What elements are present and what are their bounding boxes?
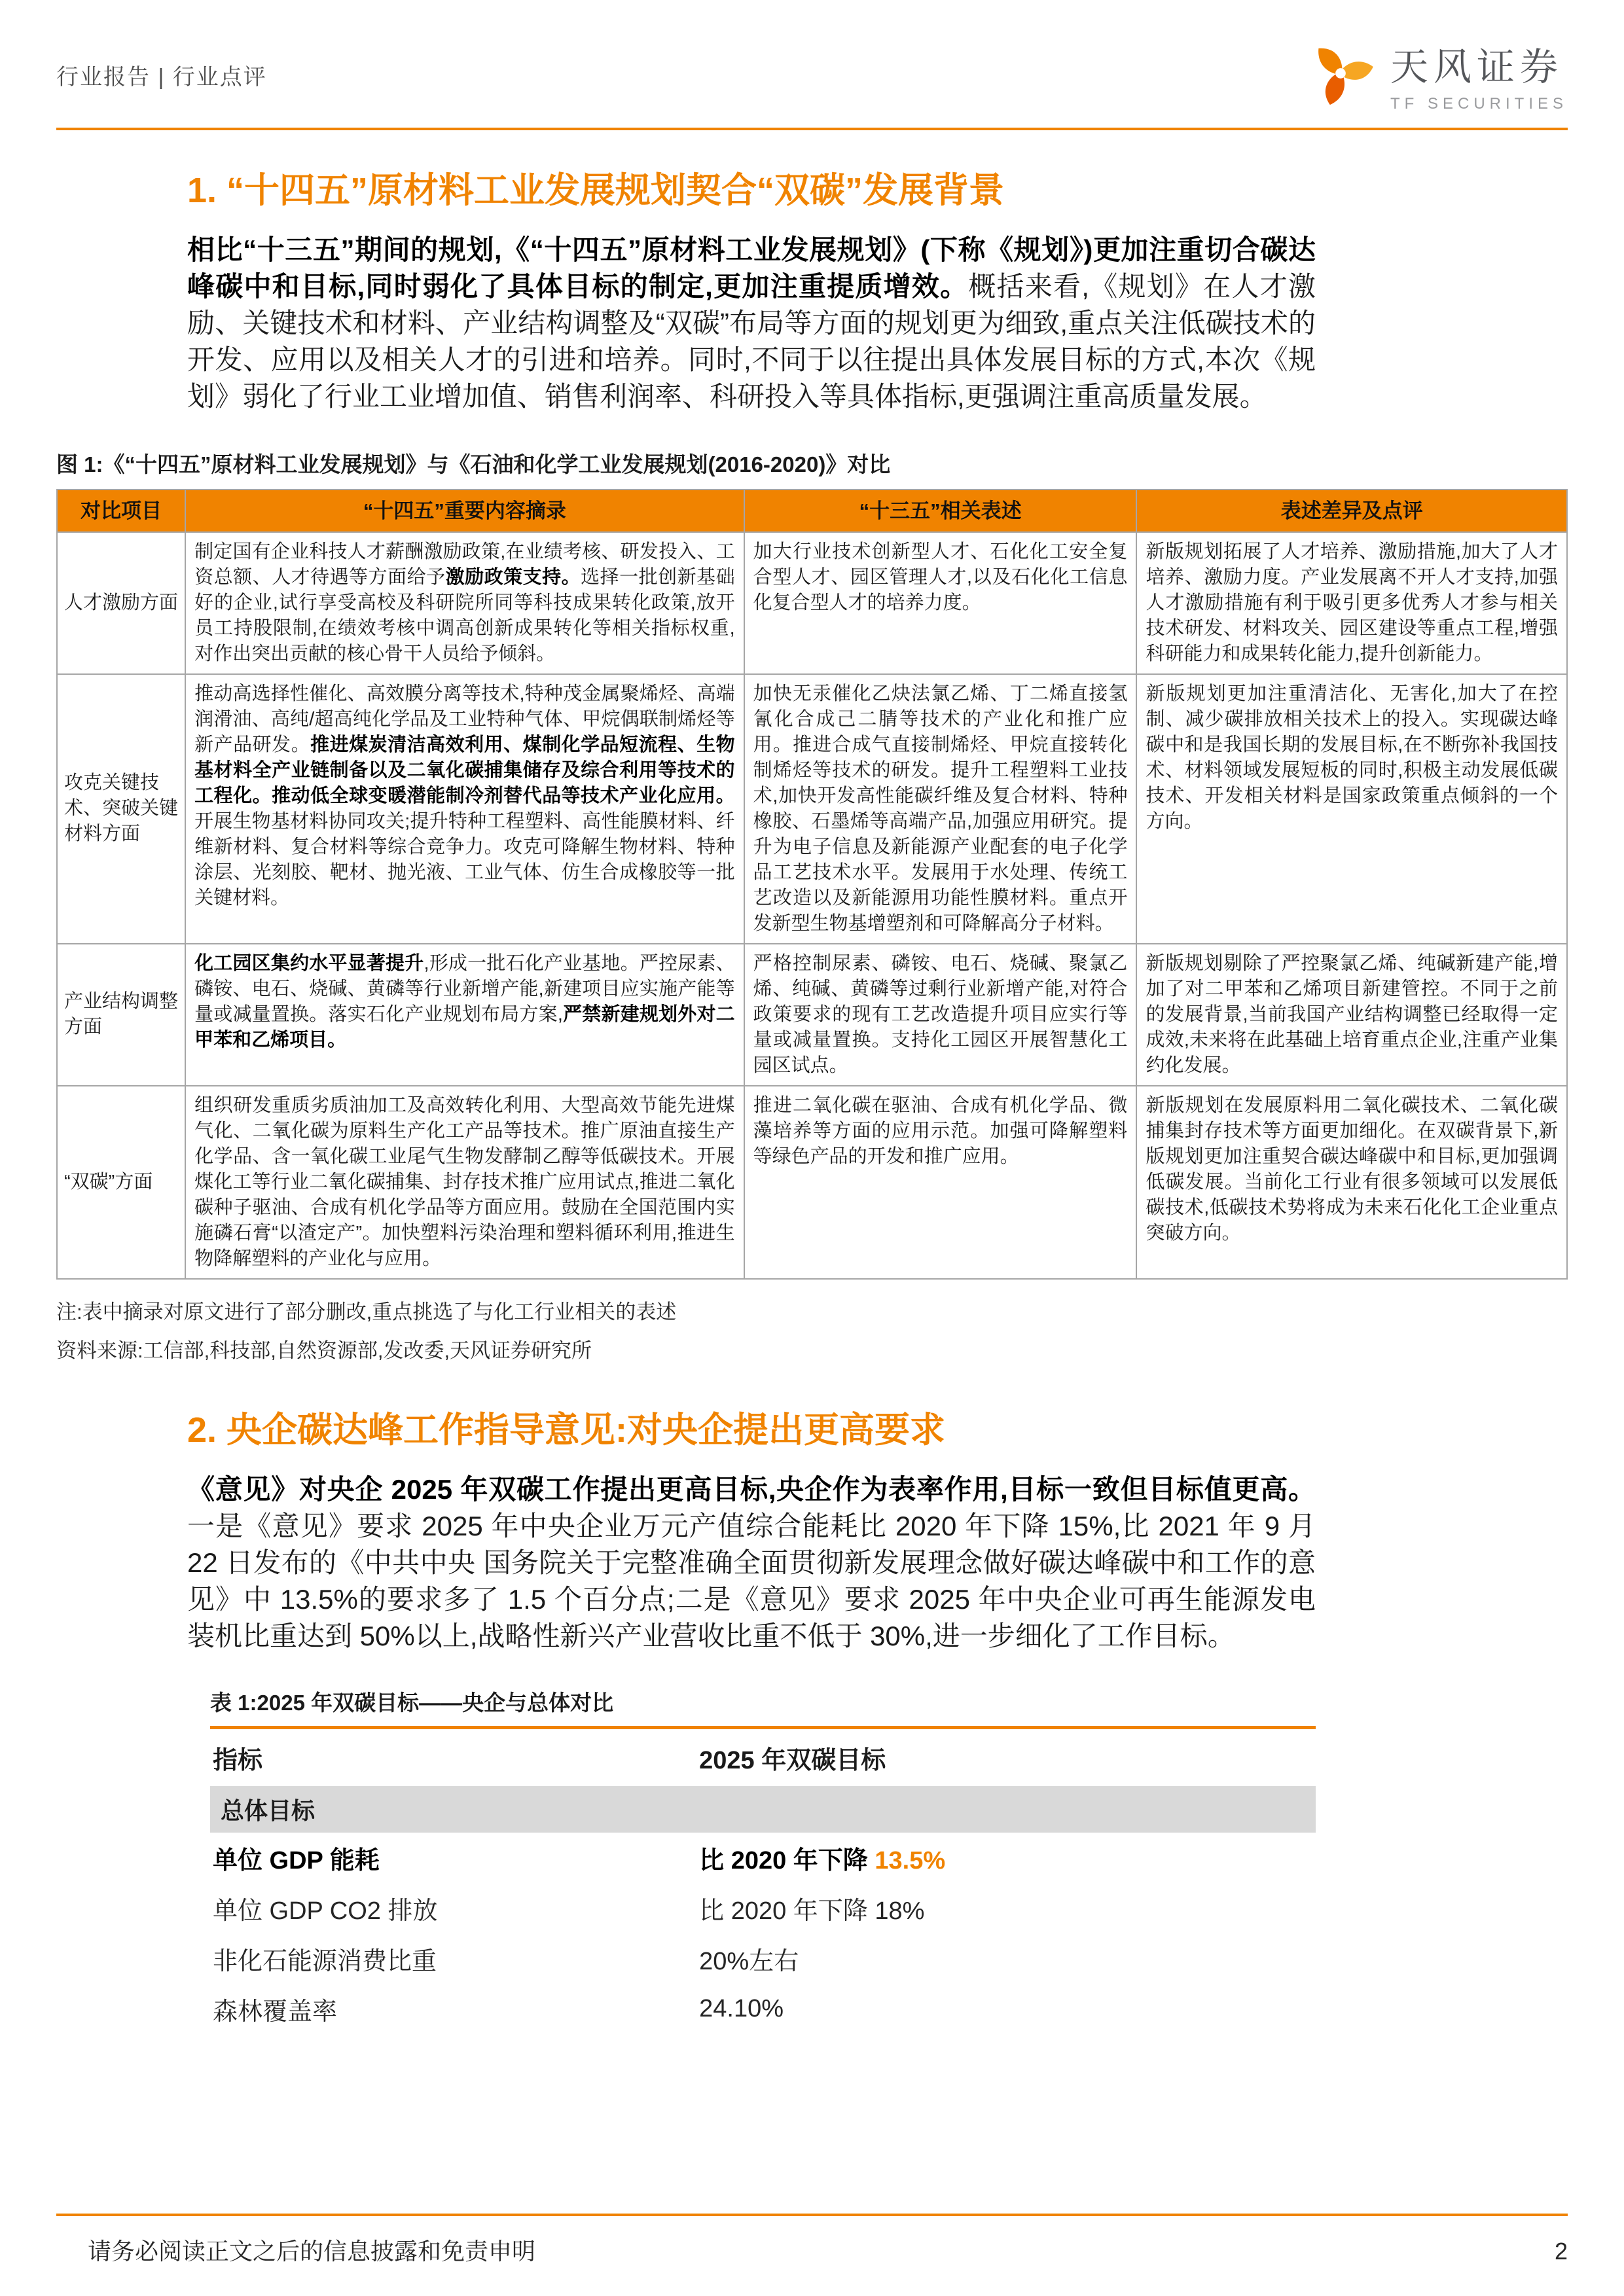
goal-label: 森林覆盖率 [213,1998,338,2026]
cell-item-label: “双碳”方面 [57,1086,185,1279]
row-talent-incentive [57,532,1567,674]
goal-row-gdp-energy [210,1833,1316,1883]
goal-value: 比 2020 年下降 18% [699,1897,925,1925]
goal-row-non-fossil [210,1933,1316,1984]
cell-14th-plan: 制定国有企业科技人才薪酬激励政策,在业绩考核、研发投入、工资总额、人才待遇等方面给予激励政策支持。选择一批创新基础好的企业,试行享受高校及科研院所同等科技成果转化政策,放开员工持股限制,在绩效考核中调高创新成果转化等相关指标权重,对作出突出贡献的核心骨干人员给予倾斜。 [185,532,744,674]
section1-paragraph: 相比“十三五”期间的规划,《“十四五”原材料工业发展规划》(下称《规划》)更加注重切合碳达峰碳中和目标,同时弱化了具体目标的制定,更加注重提质增效。概括来看,《规划》在人才激励、关键技术和材料、产业结构调整及“双碳”布局等方面的规划更为细致,重点关注低碳技术的开发、应用以及相关人才的引进和培养。同时,不同于以往提出具体发展目标的方式,本次《规划》弱化了行业工业增加值、销售利润率、科研投入等具体指标,更强调注重高质量发展。 [187,234,1316,412]
cell-14th-plan: 化工园区集约水平显著提升,形成一批石化产业基地。严控尿素、磷铵、电石、烧碱、黄磷等行业新增产能,新建项目应实施产能等量或减量置换。落实石化产业规划布局方案,严禁新建规划外对二甲苯和乙烯项目。 [185,944,744,1086]
footer-row [56,2216,1568,2267]
disclaimer-text: 请务必阅读正文之后的信息披露和免责申明 [88,2238,536,2265]
goals-group-row [210,1786,1316,1833]
header-cell-14th-plan: “十四五”重要内容摘录 [185,490,744,532]
goal-row-forest [210,1984,1316,2034]
cell-14th-plan: 组织研发重质劣质油加工及高效转化利用、大型高效节能先进煤气化、二氧化碳为原料生产化工产品等技术。推广原油直接生产化学品、含一氧化碳工业尾气生物发酵制乙醇等低碳技术。开展煤化工等行业二氧化碳捕集、封存技术推广应用试点,推进二氧化碳种子驱油、合成有机化学品等方面应用。鼓励在全国范围内实施磷石膏“以渣定产”。加快塑料污染治理和塑料循环利用,推进生物降解塑料的产业化与应用。 [185,1086,744,1279]
goal-value: 比 2020 年下降 13.5% [699,1846,946,1874]
comparison-table [56,489,1568,1280]
figure1-caption: 图 1:《“十四五”原材料工业发展规划》与《石油和化学工业发展规划(2016-2020)》对比 [56,452,891,476]
cell-13th-plan: 加大行业技术创新型人才、石化化工安全复合型人才、园区管理人才,以及石化化工信息化复合型人才的培养力度。 [744,532,1137,674]
cell-13th-plan: 严格控制尿素、磷铵、电石、烧碱、聚氯乙烯、纯碱、黄磷等过剩行业新增产能,对符合政策要求的现有工艺改造提升项目应实行等量或减量置换。支持化工园区开展智慧化工园区试点。 [744,944,1137,1086]
data-source: 资料来源:工信部,科技部,自然资源部,发改委,天风证券研究所 [56,1338,592,1362]
page-header [0,0,1624,113]
header-cell-commentary: 表述差异及点评 [1136,490,1567,532]
goal-row-gdp-co2 [210,1883,1316,1933]
header-cell-13th-plan: “十三五”相关表述 [744,490,1137,532]
goals-header-indicator: 指标 [213,1746,263,1774]
brand-subtitle: TF SECURITIES [1390,95,1568,113]
goal-value: 20%左右 [699,1947,799,1975]
row-key-tech [57,674,1567,944]
cell-14th-plan: 推动高选择性催化、高效膜分离等技术,特种茂金属聚烯烃、高端润滑油、高纯/超高纯化学品及工业特种气体、甲烷偶联制烯烃等新产品研发。推进煤炭清洁高效利用、煤制化学品短流程、生物基材料全产业链制备以及二氧化碳捕集储存及综合利用等技术的工程化。推动低全球变暖潜能制冷剂替代品等技术产业化应用。开展生物基材料协同攻关;提升特种工程塑料、高性能膜材料、纤维新材料、复合材料等综合竞争力。攻克可降解生物材料、特种涂层、光刻胶、靶材、抛光液、工业气体、仿生合成橡胶等一批关键材料。 [185,674,744,944]
cell-commentary: 新版规划在发展原料用二氧化碳技术、二氧化碳捕集封存技术等方面更加细化。在双碳背景下,新版规划更加注重契合碳达峰碳中和目标,更加强调低碳发展。当前化工行业有很多领域可以发展低碳技术,低碳技术势将成为未来石化化工企业重点突破方向。 [1136,1086,1567,1279]
goals-table [210,1726,1316,2034]
cell-item-label: 产业结构调整方面 [57,944,185,1086]
report-body [0,130,1624,2034]
cell-commentary: 新版规划更加注重清洁化、无害化,加大了在控制、减少碳排放相关技术上的投入。实现碳达峰碳中和是我国长期的发展目标,在不断弥补我国技术、材料领域发展短板的同时,积极主动发展低碳技术、开发相关材料是国家政策重点倾斜的一个方向。 [1136,674,1567,944]
cell-13th-plan: 推进二氧化碳在驱油、合成有机化学品、微藻培养等方面的应用示范。加强可降解塑料等绿色产品的开发和推广应用。 [744,1086,1137,1279]
section1-title: 1. “十四五”原材料工业发展规划契合“双碳”发展背景 [187,171,1005,210]
goal-label: 单位 GDP CO2 排放 [213,1897,438,1925]
goals-group-label: 总体目标 [210,1786,1316,1833]
tf-pinwheel-icon [1304,37,1377,113]
goal-label: 单位 GDP 能耗 [213,1846,380,1874]
goals-table-block [210,1686,1316,2034]
header-cell-item: 对比项目 [57,490,185,532]
tf-logo [1304,36,1568,113]
cell-item-label: 人才激励方面 [57,532,185,674]
section2-paragraph: 《意见》对央企 2025 年双碳工作提出更高目标,央企作为表率作用,目标一致但目标值更高。一是《意见》要求 2025 年中央企业万元产值综合能耗比 2020 年下降 15%,比 2021 年 9 月 22 日发布的《中共中央 国务院关于完整准确全面贯彻新发展理念做好碳达峰碳中和工作的意见》中 13.5%的要求多了 1.5 个百分点;二是《意见》要求 2025 年中央企业可再生能源发电装机比重达到 50%以上,战略性新兴产业营收比重不低于 30%,进一步细化了工作目标。 [187,1473,1316,1651]
cell-item-label: 攻克关键技术、突破关键材料方面 [57,674,185,944]
row-dual-carbon [57,1086,1567,1279]
section2-title: 2. 央企碳达峰工作指导意见:对央企提出更高要求 [187,1410,946,1450]
comparison-table-header-row [57,490,1567,532]
cell-13th-plan: 加快无汞催化乙炔法氯乙烯、丁二烯直接氢氰化合成己二腈等技术的产业化和推广应用。推进合成气直接制烯烃、甲烷直接转化制烯烃等技术的研发。提升工程塑料工业技术,加快开发高性能碳纤维及复合材料、特种橡胶、石墨烯等高端产品,加强应用研究。提升为电子信息及新能源产业配套的电子化学品工艺技术水平。发展用于水处理、传统工艺改造以及新能源用功能性膜材料。重点开发新型生物基增塑剂和可降解高分子材料。 [744,674,1137,944]
brand-name: 天风证券 [1390,46,1563,88]
goals-header-target: 2025 年双碳目标 [699,1746,886,1774]
report-type-label: 行业报告 | 行业点评 [56,64,267,90]
goal-label: 非化石能源消费比重 [213,1947,437,1975]
cell-commentary: 新版规划拓展了人才培养、激励措施,加大了人才培养、激励力度。产业发展离不开人才支持,加强人才激励措施有利于吸引更多优秀人才参与相关技术研发、材料攻关、园区建设等重点工程,增强科研能力和成果转化能力,提升创新能力。 [1136,532,1567,674]
goals-header-row [210,1727,1316,1786]
table-note: 注:表中摘录对原文进行了部分删改,重点挑选了与化工行业相关的表述 [56,1300,677,1323]
page-footer [0,2214,1624,2296]
goal-value: 24.10% [699,1994,784,2022]
table1-caption: 表 1:2025 年双碳目标——央企与总体对比 [210,1690,614,1715]
brand-text [1390,36,1568,113]
cell-commentary: 新版规划剔除了严控聚氯乙烯、纯碱新建产能,增加了对二甲苯和乙烯项目新建管控。不同于之前的发展背景,当前我国产业结构调整已经取得一定成效,未来将在此基础上培育重点企业,注重产业集约化发展。 [1136,944,1567,1086]
page-number: 2 [1554,2238,1568,2265]
row-industry-structure [57,944,1567,1086]
